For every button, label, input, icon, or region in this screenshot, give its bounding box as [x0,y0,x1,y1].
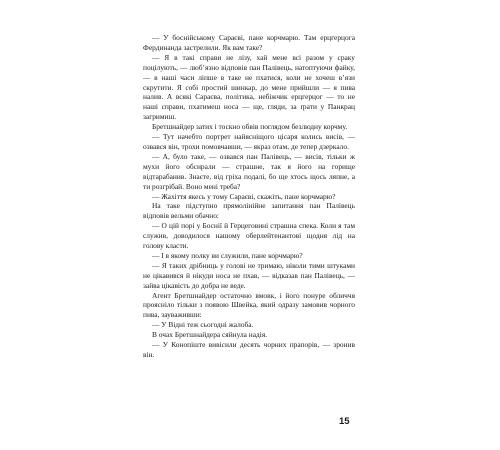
paragraph: Агент Бретшнайдер остаточно вмовк, і його понуре обличчя проясніло тільки з появою Швейка, який одразу замовив чорного пива, зауваживши: [143,290,355,320]
paragraph: Бретшнайдер затих і тоскно обвів поглядом безлюдну корчму. [152,122,348,132]
paragraph: На таке підступно прямолінійне запитання пан Палівець відповів вельми обачно: [143,201,355,221]
paragraph: — О цій порі у Боснії й Герцеговині страшна спека. Коли я там служив, доводилося нашому оберлейтенантові щодня лід на голову класти. [143,221,355,251]
paragraph: — А, було таке, — озвався пан Палівець, — висів, тільки ж мухи його обсирали — страшне, так я його на горище відтарабанив. Знаєте, від гріха подалі, бо ще хтось щось ляпне, а ти розгрібай. Воно мені треба? [143,151,355,191]
paragraph: — Я в такі справи не лізу, хай мене всі разом у сраку поцілують, — люб’язно відповів пан Палівець, натоптуючи файку, — в наші часи ліпше в таке не пхатися, коли не хочеш в’язи скрутити. Я собі простий шинкар, до мене прийшли — я пива налив. А всякі Сараєва, політика, небіжчик ерцгерцог — то не наші справи, пхатимеш носа — ще, гляди, за ґрати у Панкрац загримиш. [143,52,355,122]
paragraph: — Тут начебто портрет найясніщого цісаря колись висів, — озвався він, трохи помовчавши, — якраз отам, де тепер дзеркало. [143,132,355,151]
paragraph: В очах Бретшнайдера сяйнула надія. [152,330,268,340]
page-number: 15 [339,416,350,427]
paragraph: — І в якому полку ви служили, пане корчмарю? [152,250,303,260]
paragraph: — У Відні теж сьогодні жалоба. [152,320,254,330]
body-text [143,33,355,360]
paragraph: — Жахіття якесь у тому Сараєві, скажіть, пане корчмарю? [152,191,336,201]
paragraph: — У Конопіште вивісили десять чорних прапорів, — зронив він. [143,340,355,359]
paragraph: — Я таких дрібниць у голові не тримаю, ніколи тими штуками не цікавився й нікуди носа не пхав, — відказав пан Палівець, — зайва цікавість до добра не веде. [143,260,355,290]
paragraph: — У боснійському Сараєві, пане корчмарю. Там ерцгерцога Фердинанда застрелили. Як вам таке? [143,33,355,52]
